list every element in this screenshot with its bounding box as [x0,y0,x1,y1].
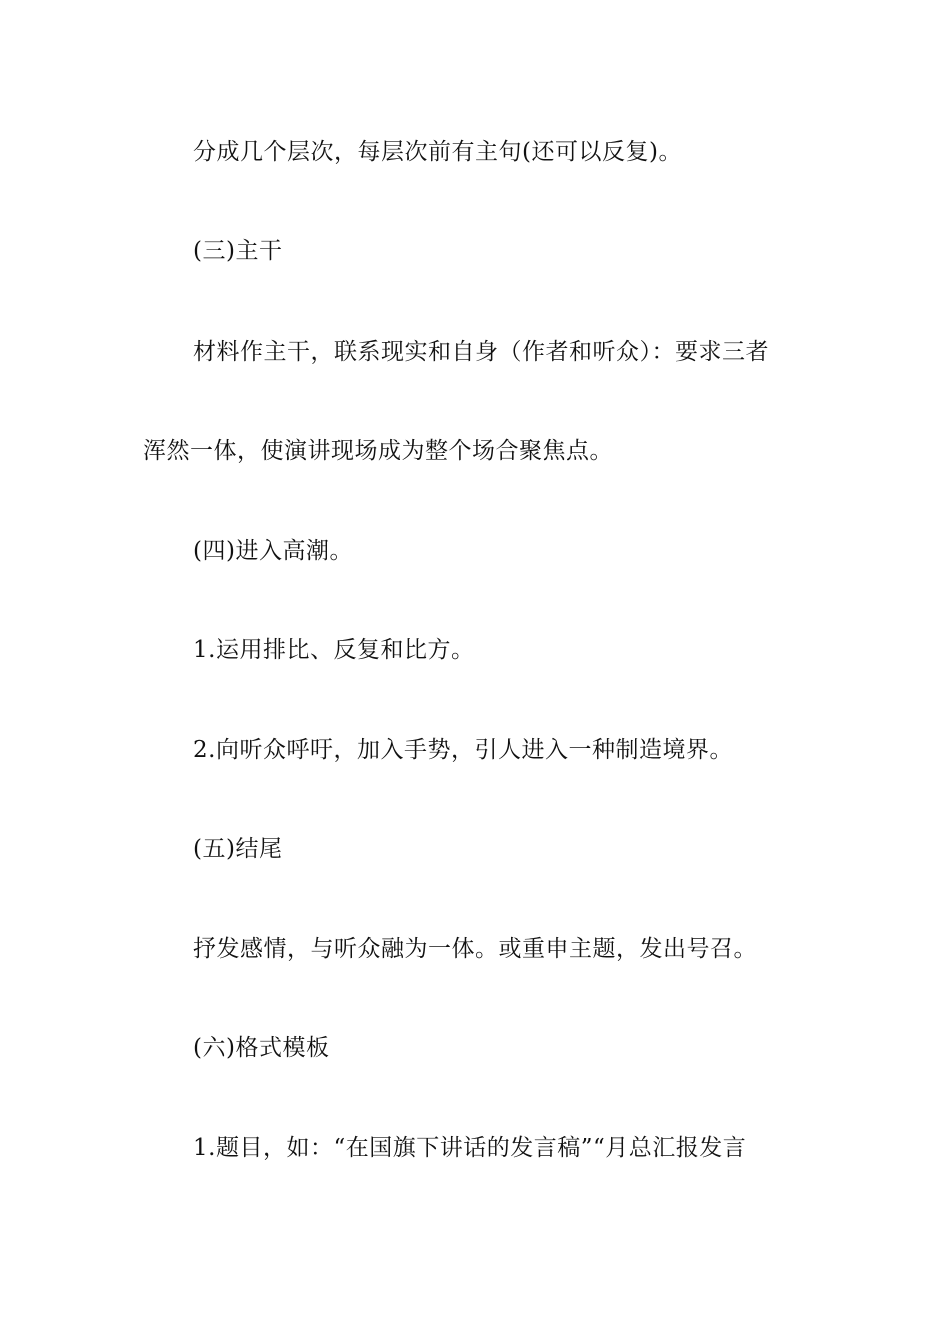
list-item-2: 2.向听众呼吁，加入手势，引人进入一种制造境界。 [193,737,733,763]
paragraph-line-material: 材料作主干，联系现实和自身（作者和听众）：要求三者 [193,339,769,365]
paragraph-line-ending: 抒发感情，与听众融为一体。或重申主题，发出号召。 [193,936,757,962]
section-heading-ending: (五)结尾 [193,836,283,862]
paragraph-line-layers: 分成几个层次，每层次前有主句(还可以反复)。 [193,139,682,165]
section-heading-main-body: (三)主干 [193,238,283,264]
list-item-title: 1.题目，如：“在国旗下讲话的发言稿”“月总汇报发言 [193,1135,747,1161]
section-heading-climax: (四)进入高潮。 [193,538,353,564]
paragraph-line-continuation: 浑然一体，使演讲现场成为整个场合聚焦点。 [143,438,613,464]
section-heading-template: (六)格式模板 [193,1035,330,1061]
list-item-1: 1.运用排比、反复和比方。 [193,637,475,663]
